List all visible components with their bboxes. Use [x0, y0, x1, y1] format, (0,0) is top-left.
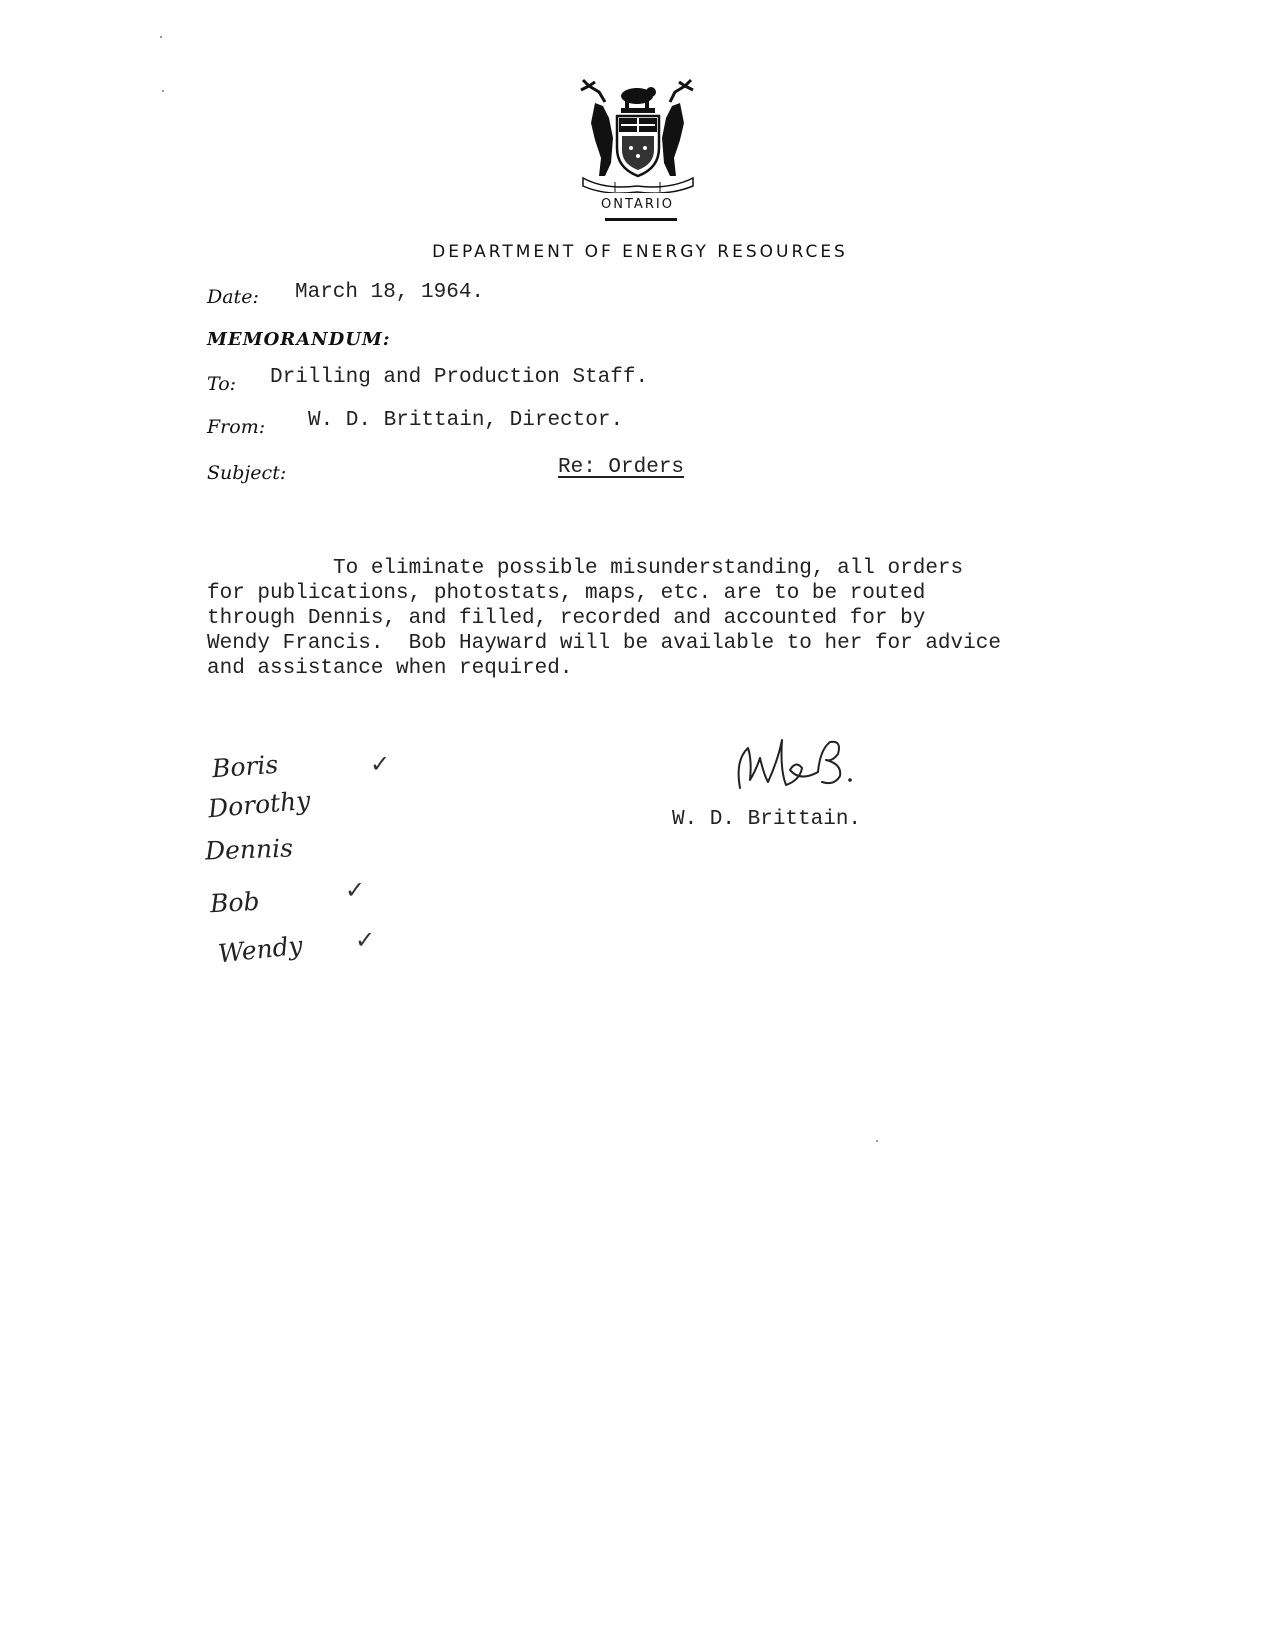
- body-line: and assistance when required.: [207, 657, 573, 680]
- crest-underline: [605, 218, 677, 221]
- memo-body: [207, 531, 1007, 681]
- subject-label: Subject:: [207, 462, 287, 484]
- signatory-name: W. D. Brittain.: [672, 808, 862, 831]
- subject-value: Re: Orders: [558, 456, 685, 479]
- body-line: for publications, photostats, maps, etc. are to be routed: [207, 582, 926, 605]
- from-label: From:: [207, 416, 266, 438]
- department-title: DEPARTMENT OF ENERGY RESOURCES: [432, 242, 848, 262]
- check-mark-icon: ✓: [370, 750, 391, 778]
- check-mark-icon: ✓: [345, 876, 366, 904]
- check-mark-icon: ✓: [355, 926, 376, 954]
- memorandum-label: MEMORANDUM:: [207, 329, 391, 350]
- ontario-coat-of-arms-icon: [575, 78, 700, 193]
- body-line: through Dennis, and filled, recorded and accounted for by: [207, 607, 926, 630]
- body-line: Wendy Francis. Bob Hayward will be available to her for advice: [207, 632, 1001, 655]
- handwritten-signature: [730, 730, 870, 800]
- to-value: Drilling and Production Staff.: [270, 366, 649, 389]
- date-label: Date:: [207, 286, 259, 308]
- body-line: To eliminate possible misunderstanding, all orders: [207, 557, 964, 580]
- to-label: To:: [207, 373, 237, 395]
- routing-name-bob: Bob: [209, 886, 261, 919]
- routing-name-dorothy: Dorothy: [206, 785, 312, 824]
- routing-name-wendy: Wendy: [216, 930, 304, 969]
- scan-speck: [876, 1140, 878, 1142]
- scan-speck: [162, 90, 164, 92]
- scan-speck: [160, 36, 162, 38]
- routing-name-boris: Boris: [211, 749, 280, 784]
- from-value: W. D. Brittain, Director.: [308, 409, 624, 432]
- routing-name-dennis: Dennis: [204, 833, 294, 866]
- date-value: March 18, 1964.: [295, 281, 485, 304]
- crest-label: ONTARIO: [601, 197, 674, 212]
